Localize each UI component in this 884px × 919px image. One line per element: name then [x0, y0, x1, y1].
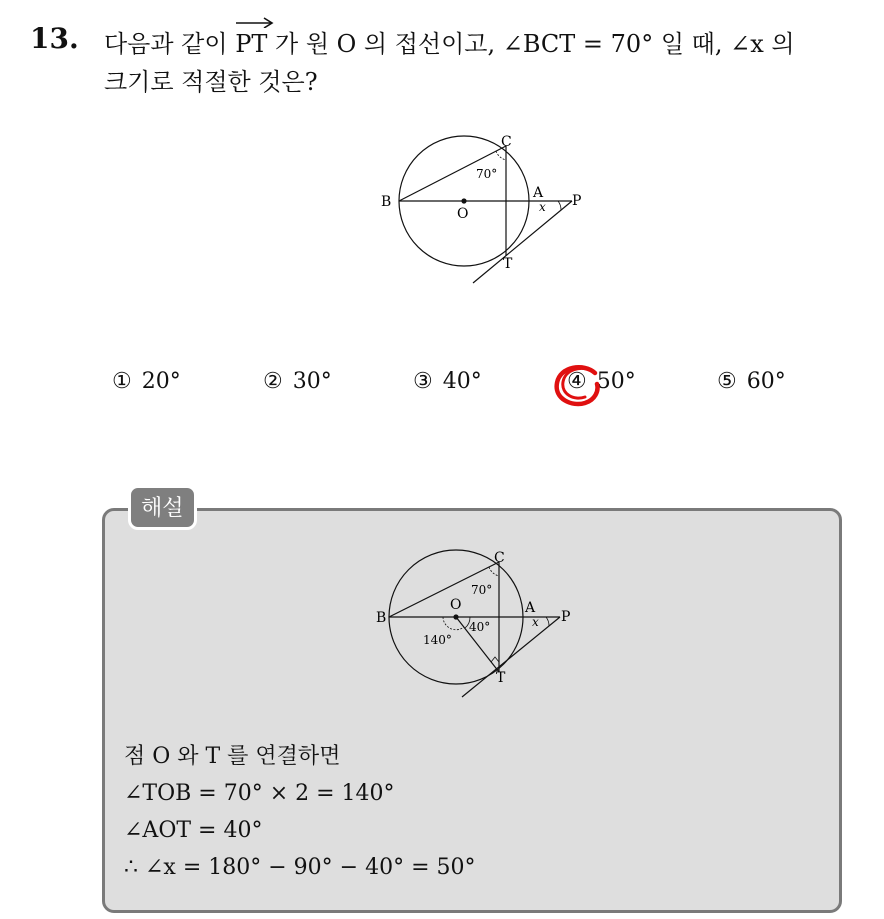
choice-number: ⑤: [717, 369, 737, 394]
solution-line-2: ∠TOB = 70° × 2 = 140°: [124, 781, 395, 806]
solution-label-b: B: [376, 610, 387, 626]
solution-label-c: C: [494, 550, 505, 566]
solution-line-4: ∴ ∠x = 180° − 90° − 40° = 50°: [124, 855, 476, 880]
solution-label-angle-70: 70°: [471, 583, 493, 597]
question-text-line1: [104, 24, 795, 59]
label-b: B: [381, 194, 392, 210]
label-x: x: [539, 200, 546, 214]
label-angle-70: 70°: [476, 167, 498, 181]
solution-angle-arc-x: [546, 617, 549, 626]
choice-number: ②: [263, 369, 283, 394]
choice-5[interactable]: [717, 369, 786, 394]
solution-label-t: T: [496, 670, 506, 686]
solution-label-angle-40: 40°: [469, 620, 491, 634]
angle-arc-x: [558, 201, 561, 210]
solution-line-1: 점 O 와 T 를 연결하면: [124, 744, 341, 769]
choice-number: ④: [567, 369, 587, 394]
angle-arc-70: [496, 151, 506, 160]
choice-2[interactable]: [263, 369, 332, 394]
solution-angle-arc-70: [489, 567, 499, 576]
question-number: 13.: [30, 22, 79, 55]
solution-line-3: ∠AOT = 40°: [124, 818, 263, 843]
choice-1[interactable]: [112, 369, 181, 394]
label-p: P: [572, 193, 582, 209]
solution-label-o: O: [450, 597, 462, 613]
question-figure: [372, 125, 597, 285]
center-point: [461, 198, 466, 203]
choice-number: ③: [413, 369, 433, 394]
choice-3[interactable]: [413, 369, 482, 394]
question-text-line2: 크기로 적절한 것은?: [104, 68, 318, 96]
tangent-line: [473, 201, 572, 283]
vector-pt: [235, 30, 267, 58]
choice-text: 60°: [746, 369, 786, 394]
solution-right-angle-mark: [491, 657, 499, 662]
solution-label-p: P: [561, 609, 571, 625]
label-a: A: [533, 185, 544, 201]
vector-label: PT: [235, 30, 268, 58]
question-text-after: 가 원 O 의 접선이고, ∠BCT = 70° 일 때, ∠x 의: [275, 30, 795, 58]
label-t: T: [503, 256, 513, 272]
answer-mark-icon: [554, 364, 604, 408]
label-c: C: [501, 134, 512, 150]
solution-tag: 해설: [128, 485, 197, 530]
choice-text: 20°: [141, 369, 181, 394]
solution-text: [124, 738, 475, 886]
choice-text: 40°: [442, 369, 482, 394]
label-o: O: [457, 206, 469, 222]
choice-number: ①: [112, 369, 132, 394]
solution-label-x: x: [532, 615, 539, 629]
solution-label-angle-140: 140°: [423, 633, 452, 647]
solution-figure: [372, 545, 597, 700]
solution-center-point: [453, 614, 458, 619]
question-text-before: 다음과 같이: [104, 30, 228, 58]
solution-label-a: A: [525, 600, 536, 616]
choice-text: 50°: [596, 369, 636, 394]
vector-arrow-icon: [235, 16, 275, 28]
choice-text: 30°: [292, 369, 332, 394]
